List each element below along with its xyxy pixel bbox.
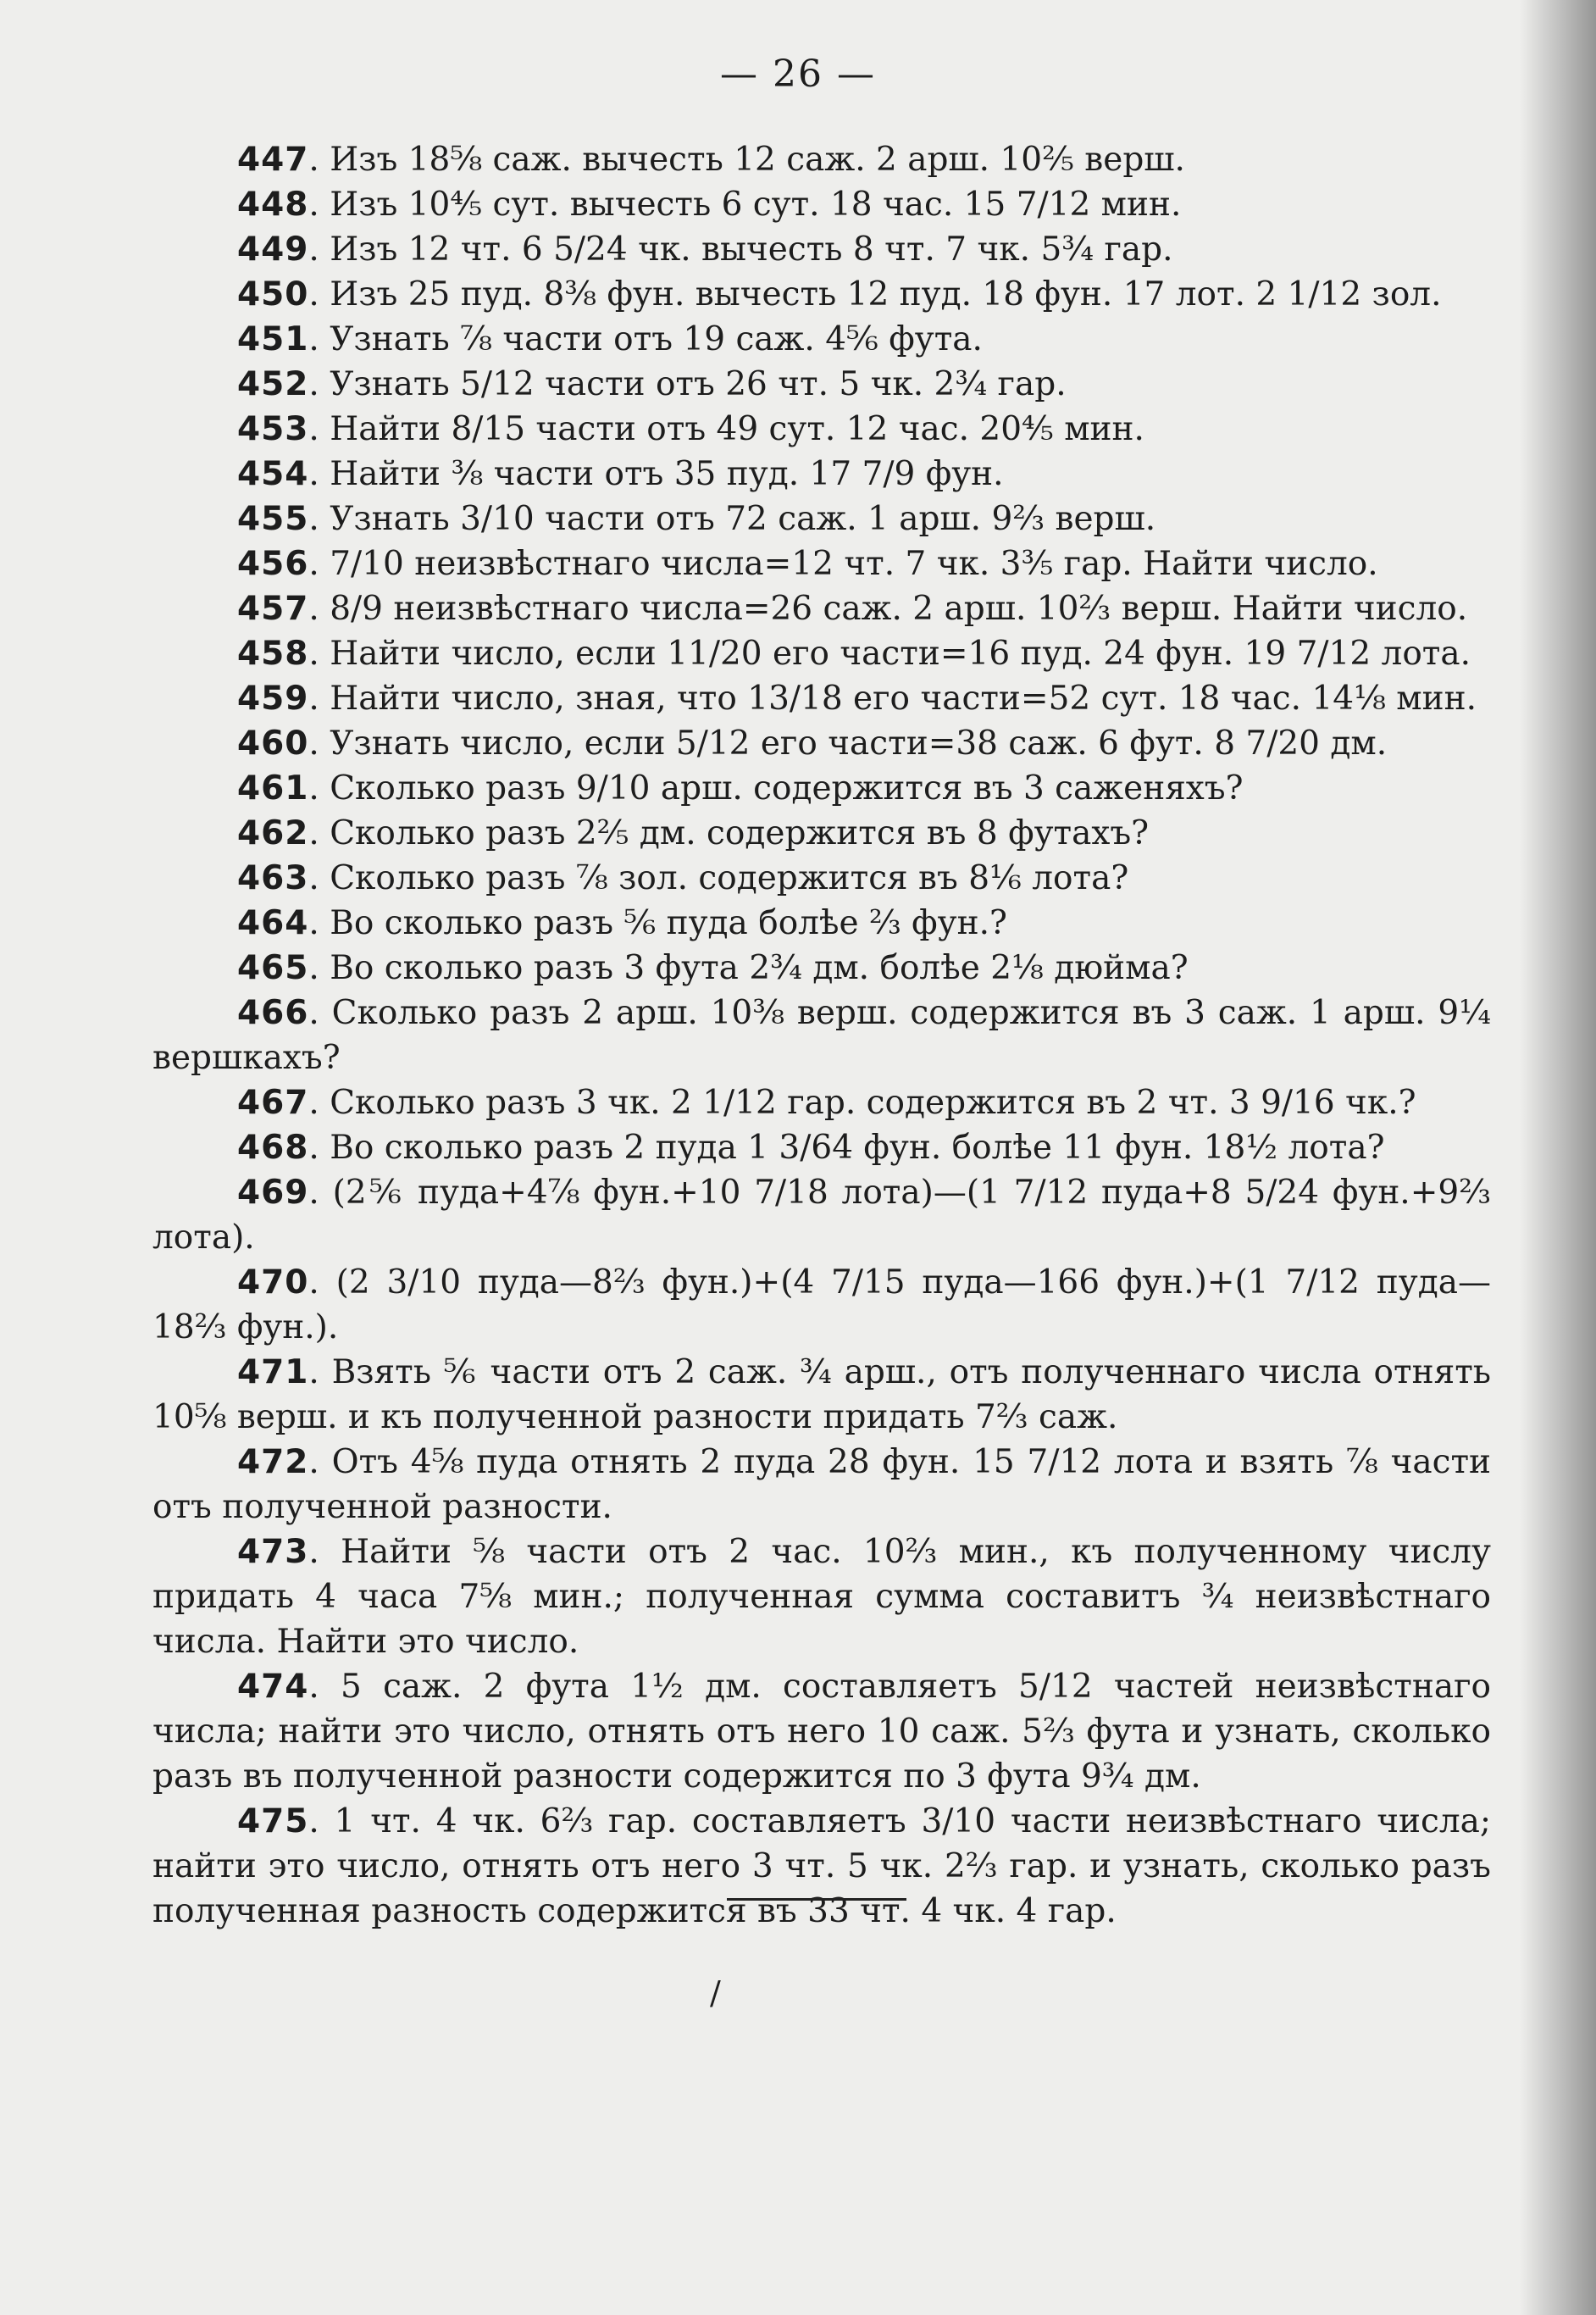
problem-number: 452 bbox=[237, 365, 309, 403]
problem-number: 450 bbox=[237, 275, 309, 314]
problem-text: Найти ⅝ части отъ 2 час. 10⅔ мин., къ полученному числу придать 4 часа 7⅝ мин.; полученная сумма составитъ ¾ неизвѣстнаго числа. Найти это число. bbox=[152, 1533, 1491, 1661]
problem-453: 453. Найти 8/15 части отъ 49 сут. 12 час. 20⅘ мин. bbox=[237, 410, 1144, 448]
problem-466: 466. Сколько разъ 2 арш. 10⅜ верш. содержится въ 3 саж. 1 арш. 9¼ вершкахъ? bbox=[152, 994, 1491, 1077]
problem-452: 452. Узнать 5/12 части отъ 26 чт. 5 чк. 2¾ гар. bbox=[237, 365, 1067, 403]
problem-475: 475. 1 чт. 4 чк. 6⅔ гар. составляетъ 3/10 части неизвѣстнаго числа; найти это число, отнять отъ него 3 чт. 5 чк. 2⅔ гар. и узнать, сколько разъ полученная разность содержится въ 33 чт. 4 чк. 4 гар. bbox=[152, 1802, 1491, 1930]
problem-number: 468 bbox=[237, 1129, 309, 1167]
problem-number: 462 bbox=[237, 814, 309, 852]
problem-text: Во сколько разъ ⅚ пуда болѣе ⅔ фун.? bbox=[330, 904, 1007, 942]
problem-text: Изъ 10⅘ сут. вычесть 6 сут. 18 час. 15 7/12 мин. bbox=[330, 186, 1182, 224]
problem-text: Сколько разъ 2 арш. 10⅜ верш. содержится въ 3 саж. 1 арш. 9¼ вершкахъ? bbox=[152, 994, 1491, 1077]
problem-text: Отъ 4⅝ пуда отнять 2 пуда 28 фун. 15 7/12 лота и взять ⅞ части отъ полученной разности. bbox=[152, 1443, 1492, 1526]
problem-number: 458 bbox=[237, 635, 309, 673]
problem-text: (2⅚ пуда+4⅞ фун.+10 7/18 лота)—(1 7/12 пуда+8 5/24 фун.+9⅔ лота). bbox=[152, 1174, 1491, 1257]
problem-461: 461. Сколько разъ 9/10 арш. содержится въ 3 саженяхъ? bbox=[237, 769, 1244, 808]
problem-468: 468. Во сколько разъ 2 пуда 1 3/64 фун. болѣе 11 фун. 18½ лота? bbox=[237, 1129, 1385, 1167]
problem-number: 451 bbox=[237, 320, 309, 358]
problem-number: 471 bbox=[237, 1353, 309, 1391]
problem-text: Найти ⅜ части отъ 35 пуд. 17 7/9 фун. bbox=[330, 455, 1004, 493]
problem-number: 455 bbox=[237, 500, 309, 538]
problem-474: 474. 5 саж. 2 фута 1½ дм. составляетъ 5/12 частей неизвѣстнаго числа; найти это число, отнять отъ него 10 саж. 5⅔ фута и узнать, сколько разъ въ полученной разности содержится по 3 фута 9¾ дм. bbox=[152, 1668, 1492, 1796]
problem-text: 8/9 неизвѣстнаго числа=26 саж. 2 арш. 10⅔ верш. Найти число. bbox=[330, 590, 1468, 628]
problem-number: 447 bbox=[237, 141, 309, 179]
problem-text: 5 саж. 2 фута 1½ дм. составляетъ 5/12 частей неизвѣстнаго числа; найти это число, отнять отъ него 10 саж. 5⅔ фута и узнать, сколько разъ въ полученной разности содержится по 3 фута 9¾ дм. bbox=[152, 1668, 1492, 1796]
problem-number: 469 bbox=[237, 1174, 309, 1212]
problem-459: 459. Найти число, зная, что 13/18 его части=52 сут. 18 час. 14⅛ мин. bbox=[237, 680, 1477, 718]
problem-text: Во сколько разъ 3 фута 2¾ дм. болѣе 2⅛ дюйма? bbox=[330, 949, 1189, 987]
problem-text: Сколько разъ 2⅖ дм. содержится въ 8 футахъ? bbox=[330, 814, 1150, 852]
problem-text: Во сколько разъ 2 пуда 1 3/64 фун. болѣе 11 фун. 18½ лота? bbox=[330, 1129, 1385, 1167]
problem-465: 465. Во сколько разъ 3 фута 2¾ дм. болѣе 2⅛ дюйма? bbox=[237, 949, 1189, 987]
problem-number: 470 bbox=[237, 1263, 309, 1302]
problem-text: Сколько разъ 3 чк. 2 1/12 гар. содержится въ 2 чт. 3 9/16 чк.? bbox=[330, 1084, 1416, 1122]
problem-455: 455. Узнать 3/10 части отъ 72 саж. 1 арш. 9⅔ верш. bbox=[237, 500, 1156, 538]
problem-451: 451. Узнать ⅞ части отъ 19 саж. 4⅚ фута. bbox=[237, 320, 983, 358]
problem-number: 472 bbox=[237, 1443, 309, 1481]
ink-mark: / bbox=[710, 1974, 721, 2012]
problem-number: 456 bbox=[237, 545, 309, 583]
problem-473: 473. Найти ⅝ части отъ 2 час. 10⅔ мин., къ полученному числу придать 4 часа 7⅝ мин.; полученная сумма составитъ ¾ неизвѣстнаго числа. Найти это число. bbox=[152, 1533, 1491, 1661]
problem-456: 456. 7/10 неизвѣстнаго числа=12 чт. 7 чк. 3⅗ гар. Найти число. bbox=[237, 545, 1378, 583]
problem-number: 461 bbox=[237, 769, 309, 808]
problem-number: 466 bbox=[237, 994, 309, 1032]
problem-458: 458. Найти число, если 11/20 его части=16 пуд. 24 фун. 19 7/12 лота. bbox=[237, 635, 1471, 673]
problem-472: 472. Отъ 4⅝ пуда отнять 2 пуда 28 фун. 15 7/12 лота и взять ⅞ части отъ полученной разности. bbox=[152, 1443, 1492, 1526]
problem-449: 449. Изъ 12 чт. 6 5/24 чк. вычесть 8 чт. 7 чк. 5¾ гар. bbox=[237, 230, 1173, 269]
section-divider bbox=[727, 1898, 906, 1901]
problem-number: 459 bbox=[237, 680, 309, 718]
problem-number: 463 bbox=[237, 859, 309, 897]
problem-number: 465 bbox=[237, 949, 309, 987]
problem-457: 457. 8/9 неизвѣстнаго числа=26 саж. 2 арш. 10⅔ верш. Найти число. bbox=[237, 590, 1468, 628]
problem-list bbox=[152, 137, 1491, 1934]
problem-text: Сколько разъ 9/10 арш. содержится въ 3 саженяхъ? bbox=[330, 769, 1244, 808]
page-edge-shadow bbox=[1520, 0, 1596, 2315]
problem-number: 453 bbox=[237, 410, 309, 448]
problem-471: 471. Взять ⅚ части отъ 2 саж. ¾ арш., отъ полученнаго числа отнять 10⅝ верш. и къ полученной разности придать 7⅔ саж. bbox=[152, 1353, 1492, 1436]
problem-text: Найти число, зная, что 13/18 его части=52 сут. 18 час. 14⅛ мин. bbox=[330, 680, 1477, 718]
problem-number: 454 bbox=[237, 455, 309, 493]
problem-454: 454. Найти ⅜ части отъ 35 пуд. 17 7/9 фун. bbox=[237, 455, 1004, 493]
problem-text: Сколько разъ ⅞ зол. содержится въ 8⅙ лота? bbox=[330, 859, 1129, 897]
problem-number: 475 bbox=[237, 1802, 309, 1840]
problem-number: 449 bbox=[237, 230, 309, 269]
problem-447: 447. Изъ 18⅝ саж. вычесть 12 саж. 2 арш. 10⅖ верш. bbox=[237, 141, 1185, 179]
problem-text: Узнать 3/10 части отъ 72 саж. 1 арш. 9⅔ верш. bbox=[330, 500, 1156, 538]
problem-text: Узнать ⅞ части отъ 19 саж. 4⅚ фута. bbox=[330, 320, 983, 358]
problem-463: 463. Сколько разъ ⅞ зол. содержится въ 8⅙ лота? bbox=[237, 859, 1129, 897]
problem-460: 460. Узнать число, если 5/12 его части=38 саж. 6 фут. 8 7/20 дм. bbox=[237, 724, 1388, 763]
problem-number: 474 bbox=[237, 1668, 309, 1706]
problem-text: Взять ⅚ части отъ 2 саж. ¾ арш., отъ полученнаго числа отнять 10⅝ верш. и къ полученной разности придать 7⅔ саж. bbox=[152, 1353, 1492, 1436]
problem-text: 7/10 неизвѣстнаго числа=12 чт. 7 чк. 3⅗ гар. Найти число. bbox=[330, 545, 1378, 583]
problem-number: 460 bbox=[237, 724, 309, 763]
problem-462: 462. Сколько разъ 2⅖ дм. содержится въ 8 футахъ? bbox=[237, 814, 1150, 852]
problem-448: 448. Изъ 10⅘ сут. вычесть 6 сут. 18 час. 15 7/12 мин. bbox=[237, 186, 1182, 224]
problem-number: 467 bbox=[237, 1084, 309, 1122]
problem-number: 457 bbox=[237, 590, 309, 628]
problem-450: 450. Изъ 25 пуд. 8⅜ фун. вычесть 12 пуд. 18 фун. 17 лот. 2 1/12 зол. bbox=[237, 275, 1442, 314]
problem-text: Найти число, если 11/20 его части=16 пуд. 24 фун. 19 7/12 лота. bbox=[330, 635, 1471, 673]
problem-text: 1 чт. 4 чк. 6⅔ гар. составляетъ 3/10 части неизвѣстнаго числа; найти это число, отнять отъ него 3 чт. 5 чк. 2⅔ гар. и узнать, сколько разъ полученная разность содержится въ 33 чт. 4 чк. 4 гар. bbox=[152, 1802, 1491, 1930]
problem-text: Узнать 5/12 части отъ 26 чт. 5 чк. 2¾ гар. bbox=[330, 365, 1067, 403]
problem-number: 448 bbox=[237, 186, 309, 224]
problem-text: Изъ 18⅝ саж. вычесть 12 саж. 2 арш. 10⅖ верш. bbox=[330, 141, 1185, 179]
problem-470: 470. (2 3/10 пуда—8⅔ фун.)+(4 7/15 пуда—166 фун.)+(1 7/12 пуда—18⅔ фун.). bbox=[152, 1263, 1491, 1346]
problem-464: 464. Во сколько разъ ⅚ пуда болѣе ⅔ фун.? bbox=[237, 904, 1007, 942]
problem-text: Изъ 12 чт. 6 5/24 чк. вычесть 8 чт. 7 чк. 5¾ гар. bbox=[330, 230, 1173, 269]
problem-text: (2 3/10 пуда—8⅔ фун.)+(4 7/15 пуда—166 фун.)+(1 7/12 пуда—18⅔ фун.). bbox=[152, 1263, 1491, 1346]
problem-number: 473 bbox=[237, 1533, 309, 1571]
page-number: — 26 — bbox=[720, 53, 876, 96]
problem-number: 464 bbox=[237, 904, 309, 942]
problem-467: 467. Сколько разъ 3 чк. 2 1/12 гар. содержится въ 2 чт. 3 9/16 чк.? bbox=[237, 1084, 1416, 1122]
problem-text: Узнать число, если 5/12 его части=38 саж. 6 фут. 8 7/20 дм. bbox=[330, 724, 1388, 763]
problem-469: 469. (2⅚ пуда+4⅞ фун.+10 7/18 лота)—(1 7/12 пуда+8 5/24 фун.+9⅔ лота). bbox=[152, 1174, 1491, 1257]
problem-text: Найти 8/15 части отъ 49 сут. 12 час. 20⅘ мин. bbox=[330, 410, 1144, 448]
problem-text: Изъ 25 пуд. 8⅜ фун. вычесть 12 пуд. 18 фун. 17 лот. 2 1/12 зол. bbox=[330, 275, 1442, 314]
